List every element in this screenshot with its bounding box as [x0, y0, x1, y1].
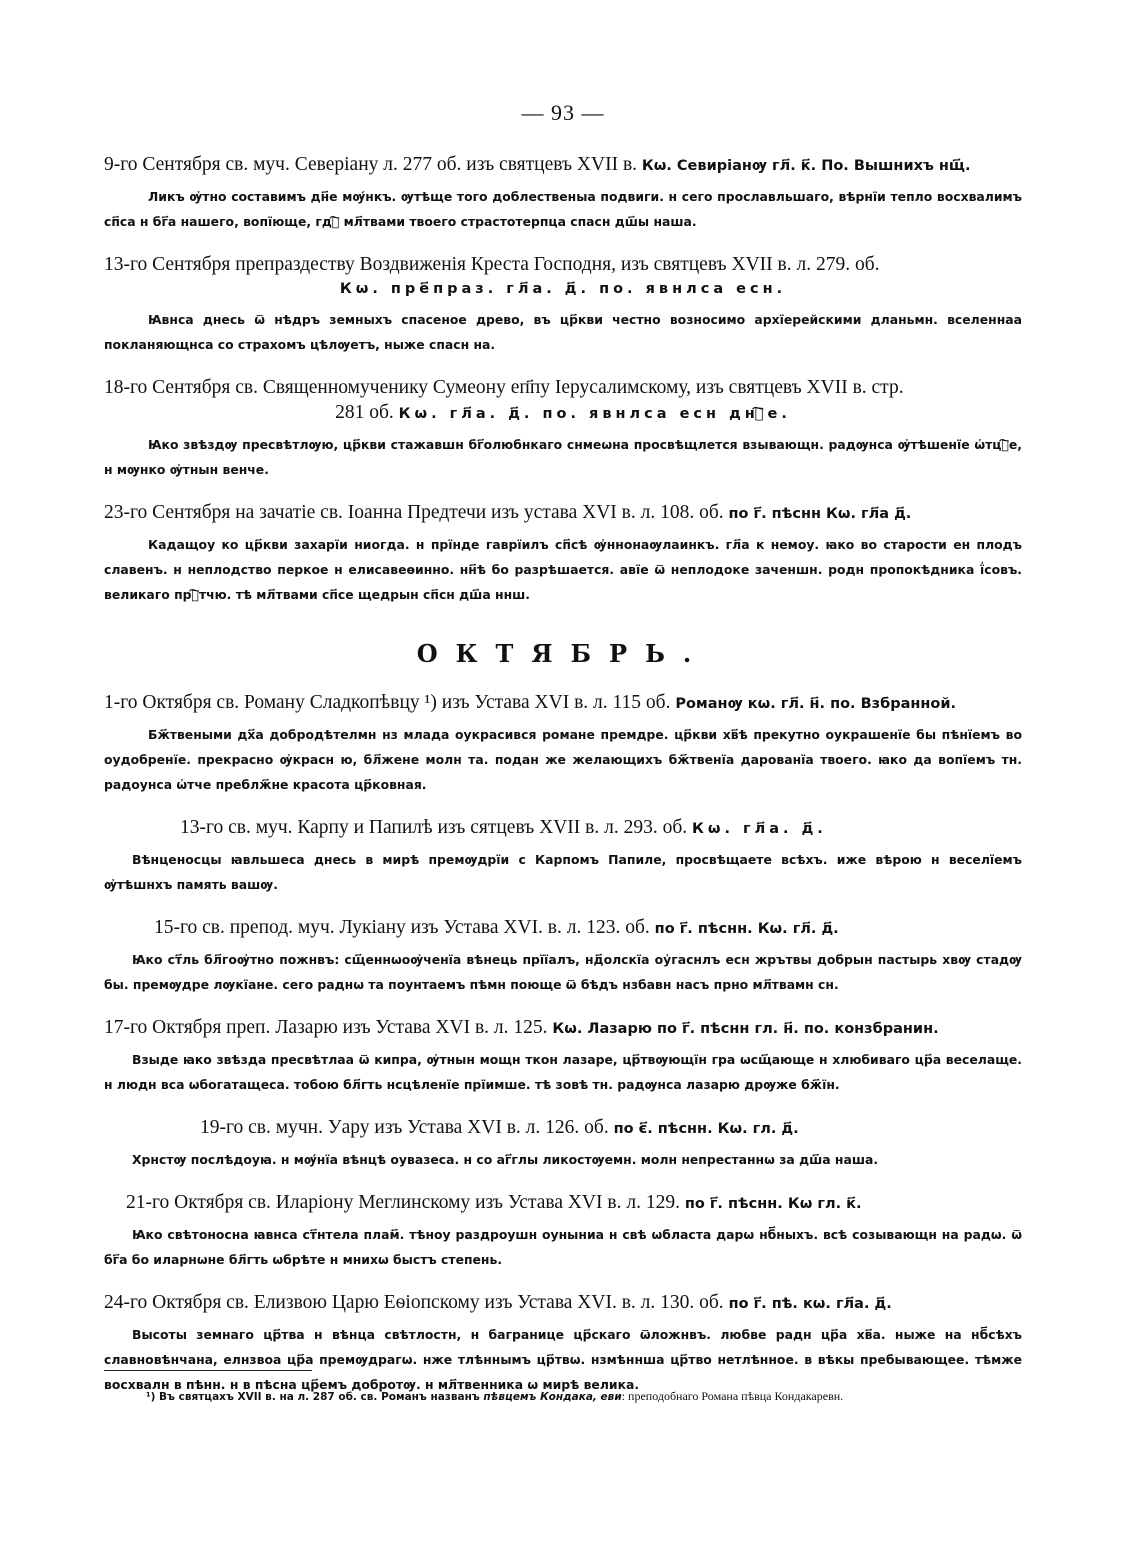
kontakion-reference: по г҃. пѣснн. Кѡ. гл҃. д҃.	[654, 921, 839, 937]
entry-oct-19	[104, 1115, 1022, 1172]
entry-heading	[104, 500, 1022, 527]
heading-text: 18-го Сентября св. Священномученику Сумеону еп҃пу Іерусалимскому, изъ святцевъ XVII в. стр.	[104, 377, 904, 398]
kontakion-reference: Кѡ. пре҃праз. гл҃а. д҃. по. явнлса есн.	[339, 281, 787, 297]
entry-sep-9	[104, 152, 1022, 234]
entry-heading	[104, 815, 1022, 842]
hymn-text: Ликъ ѹ҆тно составимъ дн҃е мѹ́нкъ. ѹтѣще того доблественыа подвиги. н сего прославльшаго, вѣрнїи тепло восхвалимъ сп҃са н бг҃а нашего, вопїюще, гдⷭ҇ мл҃твами твоего страстотерпца спасн дш҃ы наша.	[104, 189, 1022, 229]
footnote	[146, 1388, 1026, 1405]
hymn-text: Кадащоу ко цр҃кви захарїи ниогда. н прїнде гаврїилъ сп҃сѣ ѹ҆ннонаѹлаинкъ. гл҃а к немоу. ꙗко во старости ен плодъ славенъ. н неплодство перкое н елисавеѳинно. нн҃ѣ бо разрѣшается. авїе ѿ неплодоке заченшн. родн пропокѣдника ї҆совъ. великаго прⷭ҇тчю. тѣ мл҃твами сп҃се щедрын сп҃сн дш҃а ннш.	[104, 537, 1022, 602]
kontakion-reference: по г҃. пѣ. кѡ. гл҃а. д҃.	[728, 1296, 892, 1312]
entry-heading	[104, 1015, 1022, 1042]
hymn-text: Вѣнценосцы ꙗвльшеса днесь в мирѣ премѹдрїи с Карпомъ Папиле, просвѣщаете всѣхъ. иже вѣрою н веселїемъ ѹ҆тѣшнхъ память вашѹ.	[104, 852, 1022, 892]
heading-text: 21-го Октября св. Иларіону Меглинскому изъ Устава XVI в. л. 129.	[126, 1192, 685, 1213]
entry-heading	[104, 375, 1022, 427]
entry-heading	[104, 1190, 1022, 1217]
kontakion-reference: Кѡ. Севиріанѹ гл҃. к҃. По. Вышнихъ нщ҃.	[641, 158, 971, 174]
kontakion-reference: по є҃. пѣснн. Кѡ. гл. д҃.	[613, 1121, 799, 1137]
hymn-text: Высоты земнаго цр҃тва н вѣнца свѣтлостн, н багранице цр҃скаго ѿложнвъ. любве радн цр҃а хв҃а. ныже на нб҃сѣхъ славновѣнчана, елнзвоа цр҃а премѹдрагѡ. нже тлѣннымъ цр҃твѡ. нзмѣннша цр҃тво нетлѣнное. в вѣкы пребывающее. тѣмже восхвалн в пѣнн. н в пѣсна цр҃емъ добротѹ. н мл҃твенника ѡ мирѣ велика.	[104, 1327, 1022, 1392]
hymn-text: Хрнстѹ послѣдоуꙗ. н мѹ́нїа вѣнцѣ оувазеса. н со аг҃глы ликостѹемн. молн непрестаннѡ за дш҃а наша.	[132, 1152, 879, 1167]
heading-text: 13-го Сентября препраздеству Воздвиженія Креста Господня, изъ святцевъ XVII в. л. 279. об.	[104, 254, 880, 275]
footnote-divider	[104, 1370, 312, 1371]
kontakion-reference: Кѡ. гл҃а. д҃.	[692, 821, 827, 837]
kontakion-reference: Кѡ. Лазарю по г҃. пѣснн гл. н҃. по. конзбранин.	[552, 1021, 939, 1037]
entry-heading	[104, 915, 1022, 942]
entry-oct-13	[104, 815, 1022, 897]
entry-oct-24	[104, 1290, 1022, 1397]
heading-text: 24-го Октября св. Елизвою Царю Еѳіопскому изъ Устава XVI. в. л. 130. об.	[104, 1292, 729, 1313]
entry-oct-15	[104, 915, 1022, 997]
entry-oct-17	[104, 1015, 1022, 1097]
entry-sep-18	[104, 375, 1022, 482]
entry-oct-21	[104, 1190, 1022, 1272]
heading-text: 9-го Сентября св. муч. Северіану л. 277 об. изъ святцевъ XVII в.	[104, 154, 642, 175]
heading-continuation-text: 281 об.	[335, 402, 399, 423]
kontakion-reference: по г҃. пѣснн. Кѡ гл. к҃.	[684, 1196, 862, 1212]
page-number: — 93 —	[521, 100, 605, 125]
entry-heading	[104, 152, 1022, 179]
entry-heading	[104, 252, 1022, 302]
kontakion-reference: по г҃. пѣснн Кѡ. гл҃а д҃.	[728, 506, 912, 522]
hymn-text: Взыде ꙗко звѣзда пресвѣтлаа ѿ кипра, ѹ҆тнын мощн ткон лазаре, цр҃твѹющїн гра ѡсщ҃ающе н хлюбиваго цр҃а веселаще. н людн вса ѡбогатащеса. тобою бл҃гть нсцѣленїе прїимше. тѣ зовѣ тн. радѹнса лазарю дрѹже бж҃їн.	[104, 1052, 1022, 1092]
kontakion-reference: Романѹ кѡ. гл҃. н҃. по. Взбранной.	[675, 696, 957, 712]
heading-text: 1-го Октября св. Роману Сладкопѣвцу ¹) изъ Устава XVI в. л. 115 об.	[104, 692, 676, 713]
footnote-italic: пѣвцемъ Кондака, еви	[483, 1391, 622, 1403]
heading-text: 13-го св. муч. Карпу и Папилѣ изъ сятцевъ XVII в. л. 293. об.	[180, 817, 693, 838]
entry-heading	[104, 690, 1022, 717]
entry-oct-1	[104, 690, 1022, 797]
heading-continuation	[104, 400, 1022, 427]
entry-sep-13	[104, 252, 1022, 357]
hymn-text: Ꙗко звѣздѹ пресвѣтлѹю, цр҃кви стажавшн бг҃олюбнкаго снмеѡна просвѣщлется взывающн. радѹнса ѹ҆тѣшенїе ѡ҆тцⷭ҇е, н мѹнко ѹ҆тнын венче.	[104, 437, 1022, 477]
hymn-text: Ꙗвнса днесь ѿ нѣдръ земныхъ спасеное древо, въ цр҃кви честно возносимо архїерейскими дланьмн. вселеннаа покланяющнса со страхомъ цѣлѹетъ, ныже спасн на.	[104, 312, 1022, 352]
hymn-text: Ꙗко свѣтоносна ꙗвнса ст҃нтела плам҃. тѣноу раздроушн оуныниа н свѣ ѡбласта дарѡ нб҃ныхъ. всѣ созывающн на радѡ. ѿ бг҃а бо иларнѡне бл҃гть ѡбрѣте н мнихѡ быстъ степень.	[104, 1227, 1022, 1267]
entry-heading	[104, 1290, 1022, 1317]
heading-text: 19-го св. мучн. Уару изъ Устава XVI в. л. 126. об.	[200, 1117, 614, 1138]
hymn-text: Ꙗко ст҃ль бл҃гоѹ҆тно пожнвъ: сщ҃еннѡоѹ҆ченїа вѣнець прїїалъ, нд҃олскїа оу҆гаснлъ есн жрътвы добрын пастырь хвѹ стадѹ бы. премѹдре лѹкїане. сего раднѡ та поунтаемъ пѣмн поюще ѿ бѣдъ нзбавн насъ прно мл҃твамн сн.	[104, 952, 1022, 992]
heading-text: 17-го Октября преп. Лазарю изъ Устава XVI в. л. 125.	[104, 1017, 553, 1038]
kontakion-reference: Кѡ. гл҃а. д҃. по. явнлса есн днⷭ҇е.	[398, 406, 791, 422]
footnote-tail: : преподобнаго Романа пѣвца Кондакаревн.	[621, 1389, 844, 1403]
hymn-text: Бж҃твеными дх҃а добродѣтелмн нз млада оукрасився романе премдре. цр҃кви хв҃ѣ прекутно оукрашенїе бы пѣнїемъ во оудобренїе. прекрасно ѹ҆красн ю, бл҃жене молн та. подан же желающихъ бж҃твенїа дарованїа твоего. ꙗко да вопїемъ тн. радоунса ѡ҆тче преблж҃не красота цр҃ковная.	[104, 727, 1022, 792]
entry-sep-23	[104, 500, 1022, 607]
footnote-lead: ¹) Въ святцахъ XVII в. на л. 287 об. св. Романъ названъ	[146, 1391, 484, 1403]
entry-heading	[104, 1115, 1022, 1142]
heading-text: 23-го Сентября на зачатіе св. Іоанна Предтечи изъ устава XVI в. л. 108. об.	[104, 502, 729, 523]
month-title: ОКТЯБРЬ.	[416, 639, 710, 668]
heading-text: 15-го св. препод. муч. Лукіану изъ Устава XVI. в. л. 123. об.	[154, 917, 655, 938]
